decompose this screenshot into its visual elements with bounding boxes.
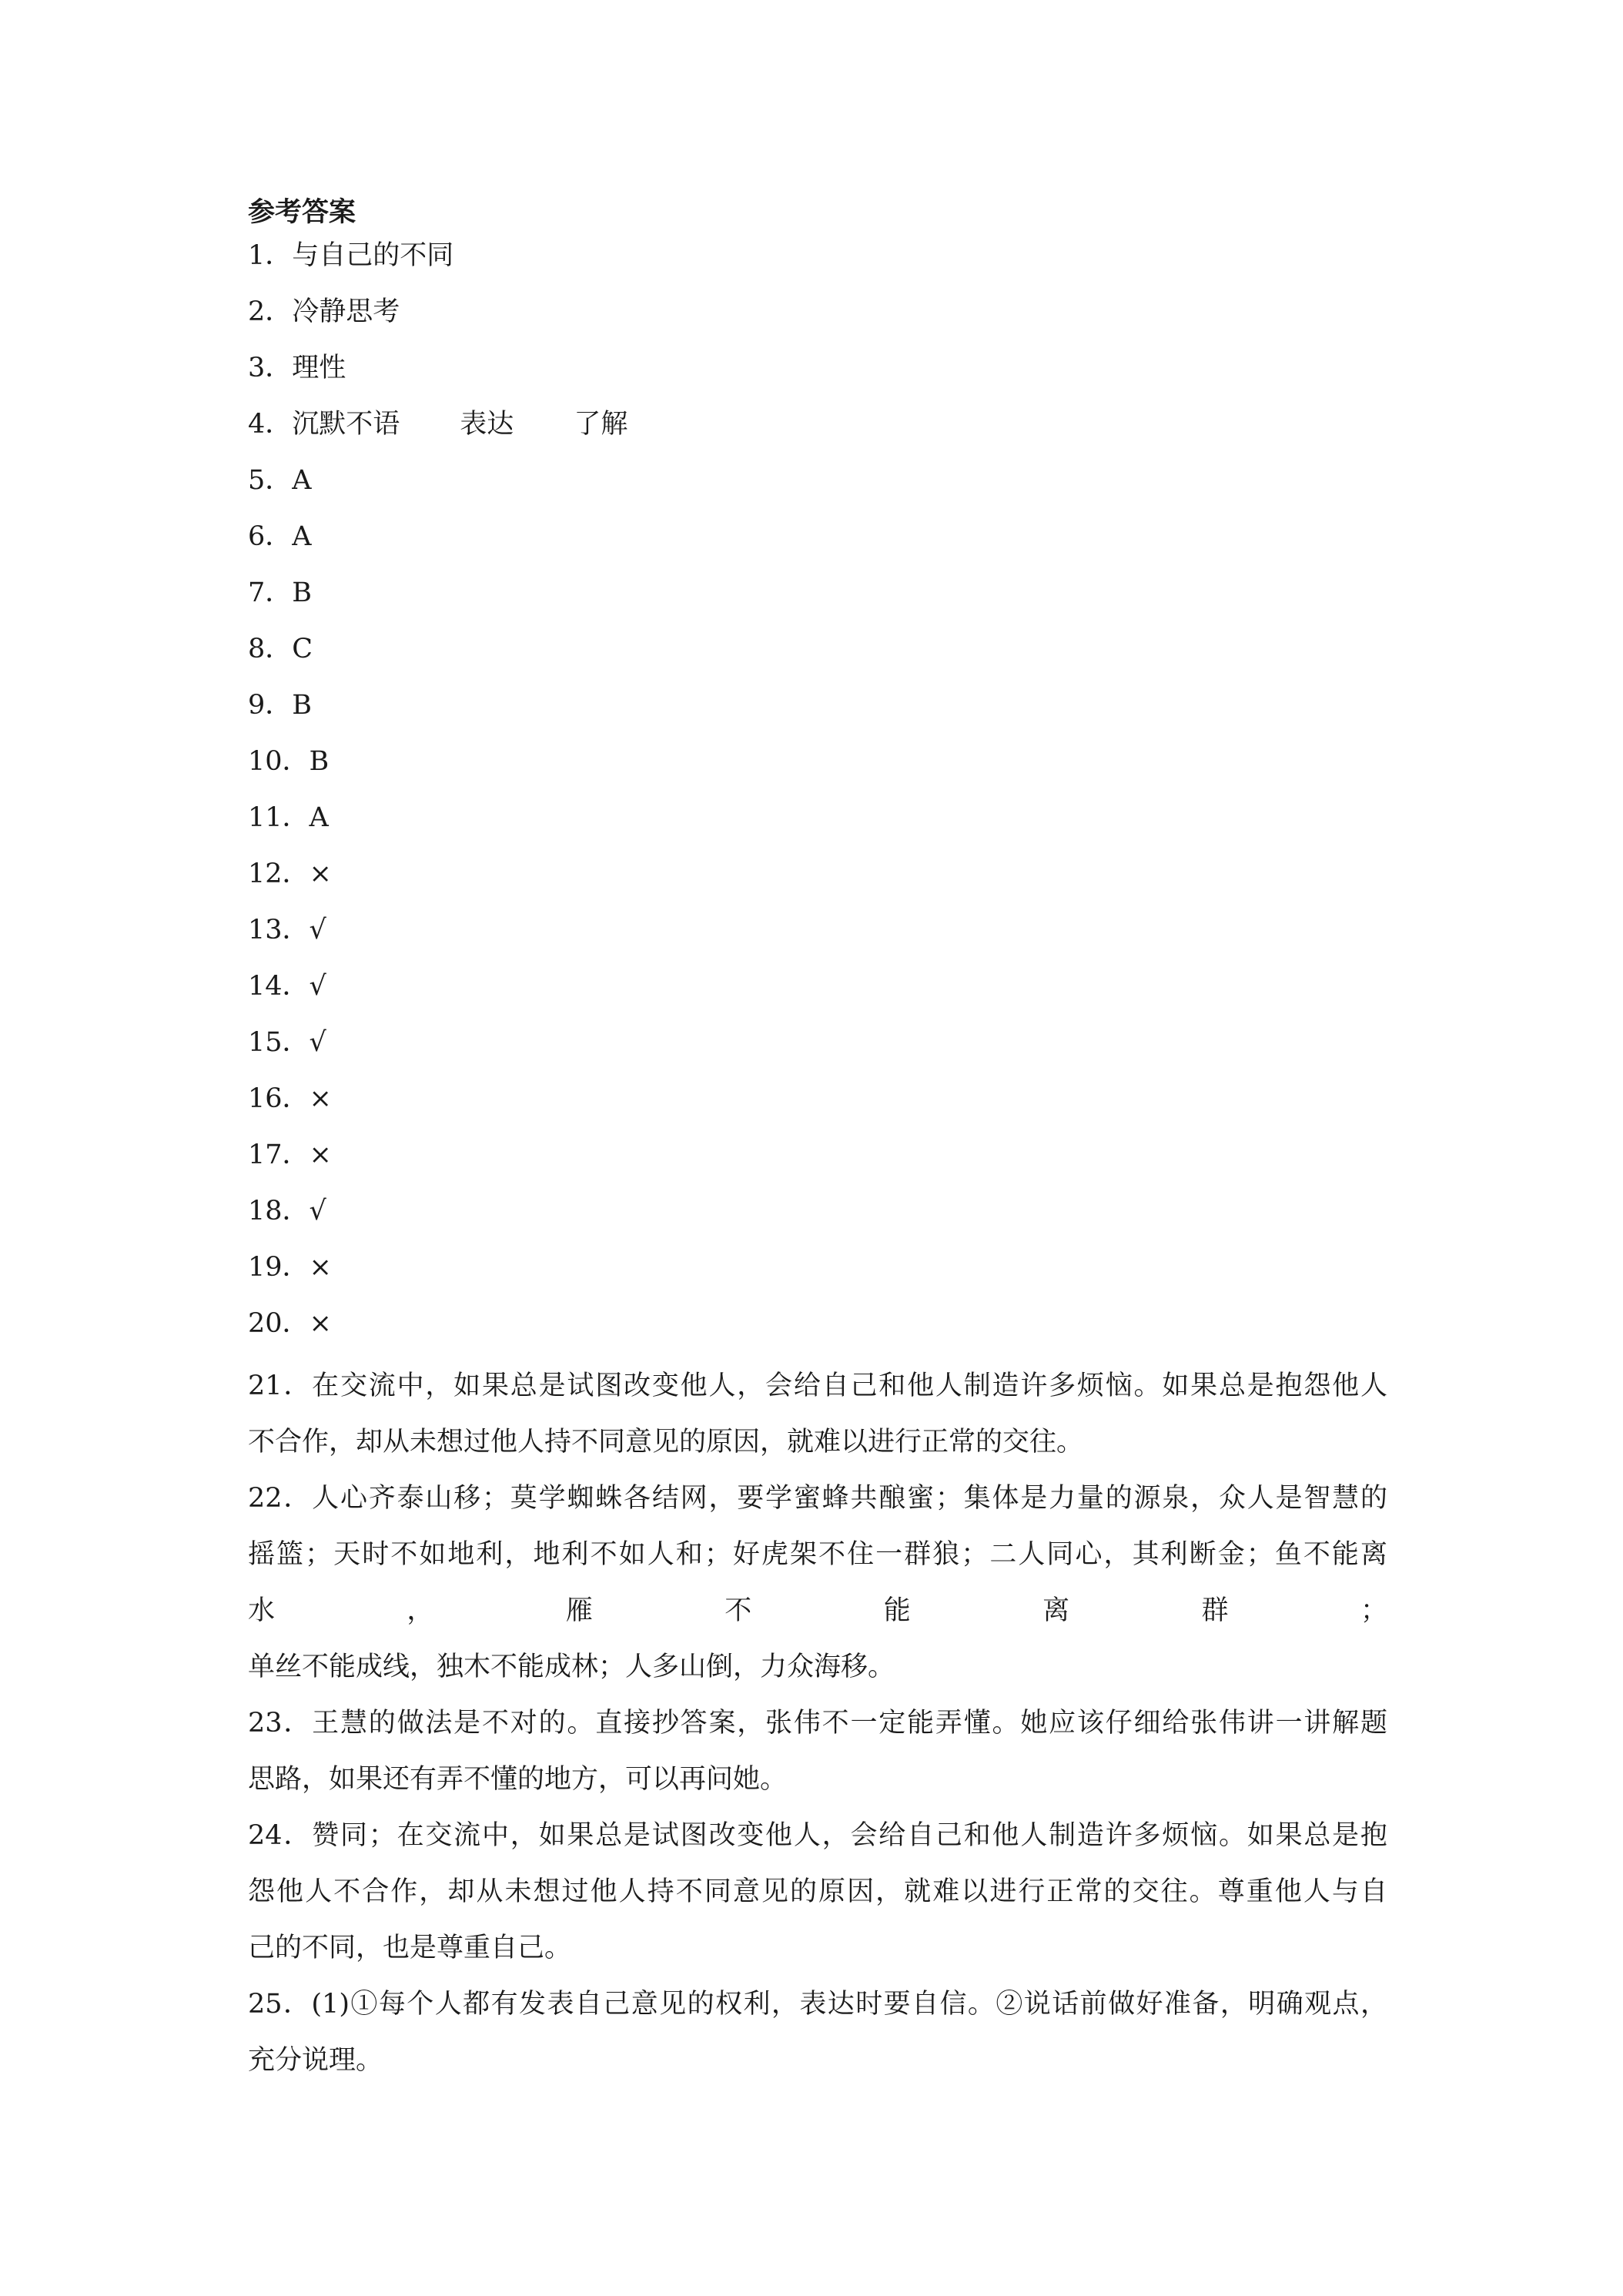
answer-number: 10． [248, 746, 310, 777]
answer-number: 17． [248, 1140, 310, 1170]
answer-text: B [309, 746, 330, 777]
answer-number: 4． [248, 409, 293, 440]
answer-line: 单丝不能成线，独木不能成林；人多山倒，力众海移。 [248, 1652, 895, 1682]
answer-item [248, 684, 1387, 740]
answer-text: 沉默不语 [292, 409, 400, 440]
answer-item [248, 1077, 1387, 1133]
answer-page [248, 191, 1387, 2089]
answer-text: √ [309, 971, 326, 1002]
answer-item [248, 459, 1387, 515]
answer-number: 15． [248, 1027, 310, 1058]
answer-text: × [309, 1140, 332, 1170]
answer-text: A [292, 465, 312, 496]
answer-text: √ [309, 1027, 326, 1058]
answer-text: √ [309, 915, 326, 946]
answer-line: 25．(1)①每个人都有发表自己意见的权利，表达时要自信。②说话前做好准备，明确观点， [248, 1989, 1387, 2020]
answer-item [248, 290, 1387, 346]
answer-item [248, 1021, 1387, 1077]
answer-number: 3． [248, 353, 293, 383]
answer-number: 8． [248, 634, 293, 664]
answer-number: 12． [248, 858, 310, 889]
answer-number: 1． [248, 240, 293, 271]
answer-item [248, 571, 1387, 628]
answer-item [248, 1302, 1387, 1358]
answer-text: × [309, 858, 332, 889]
answer-line: 怨他人不合作，却从未想过他人持不同意见的原因，就难以进行正常的交往。尊重他人与自 [248, 1876, 1387, 1907]
answer-number: 18． [248, 1196, 310, 1227]
answer-line: 己的不同，也是尊重自己。 [248, 1933, 572, 1963]
long-answer-item [248, 1976, 1387, 2089]
page-title: 参考答案 [248, 196, 356, 228]
answer-number: 11． [248, 802, 310, 833]
answer-number: 5． [248, 465, 293, 496]
answer-number: 20． [248, 1308, 310, 1339]
answer-text: 与自己的不同 [292, 240, 454, 271]
answer-item [248, 234, 1387, 290]
answer-number: 6． [248, 521, 293, 552]
answer-line: 24．赞同；在交流中，如果总是试图改变他人，会给自己和他人制造许多烦恼。如果总是抱 [248, 1820, 1387, 1851]
answer-item [248, 1190, 1387, 1246]
long-answer-item [248, 1358, 1387, 1471]
answer-number: 7． [248, 577, 293, 608]
answer-text: × [309, 1252, 332, 1283]
answer-line: 思路，如果还有弄不懂的地方，可以再问她。 [248, 1764, 788, 1795]
answer-item [248, 965, 1387, 1021]
answer-text: 表达 [460, 409, 514, 440]
answer-text: 冷静思考 [292, 296, 400, 327]
answer-text: C [292, 634, 313, 664]
answer-text: A [292, 521, 312, 552]
answer-item [248, 403, 1387, 459]
answer-item [248, 1246, 1387, 1302]
answer-item [248, 740, 1387, 796]
answer-number: 14． [248, 971, 310, 1002]
answer-number: 19． [248, 1252, 310, 1283]
answer-item [248, 515, 1387, 571]
long-answer-list [248, 1358, 1387, 2089]
answer-line: 23．王慧的做法是不对的。直接抄答案，张伟不一定能弄懂。她应该仔细给张伟讲一讲解题 [248, 1708, 1387, 1739]
answer-text: A [309, 802, 329, 833]
short-answer-list [248, 234, 1387, 1358]
answer-item [248, 346, 1387, 403]
answer-item [248, 1133, 1387, 1190]
answer-line: 充分说理。 [248, 2045, 383, 2076]
answer-number: 13． [248, 915, 310, 946]
answer-text: √ [309, 1196, 326, 1227]
answer-text: B [292, 577, 313, 608]
answer-item [248, 796, 1387, 852]
answer-number: 2． [248, 296, 293, 327]
long-answer-item [248, 1808, 1387, 1976]
long-answer-item [248, 1471, 1387, 1695]
answer-line: 不合作，却从未想过他人持不同意见的原因，就难以进行正常的交往。 [248, 1427, 1084, 1458]
answer-number: 9． [248, 690, 293, 721]
answer-item [248, 909, 1387, 965]
long-answer-item [248, 1695, 1387, 1808]
answer-text: × [309, 1083, 332, 1114]
answer-text: 理性 [292, 353, 346, 383]
answer-item [248, 628, 1387, 684]
answer-text: 了解 [574, 409, 628, 440]
answer-line: 水，雁不能离群； [248, 1595, 1387, 1626]
answer-text: × [309, 1308, 332, 1339]
answer-line: 22．人心齐泰山移；莫学蜘蛛各结网，要学蜜蜂共酿蜜；集体是力量的源泉，众人是智慧的 [248, 1483, 1387, 1514]
answer-line: 21．在交流中，如果总是试图改变他人，会给自己和他人制造许多烦恼。如果总是抱怨他人 [248, 1371, 1387, 1401]
answer-line: 摇篮；天时不如地利，地利不如人和；好虎架不住一群狼；二人同心，其利断金；鱼不能离 [248, 1539, 1387, 1570]
answer-item [248, 852, 1387, 909]
answer-text: B [292, 690, 313, 721]
answer-number: 16． [248, 1083, 310, 1114]
